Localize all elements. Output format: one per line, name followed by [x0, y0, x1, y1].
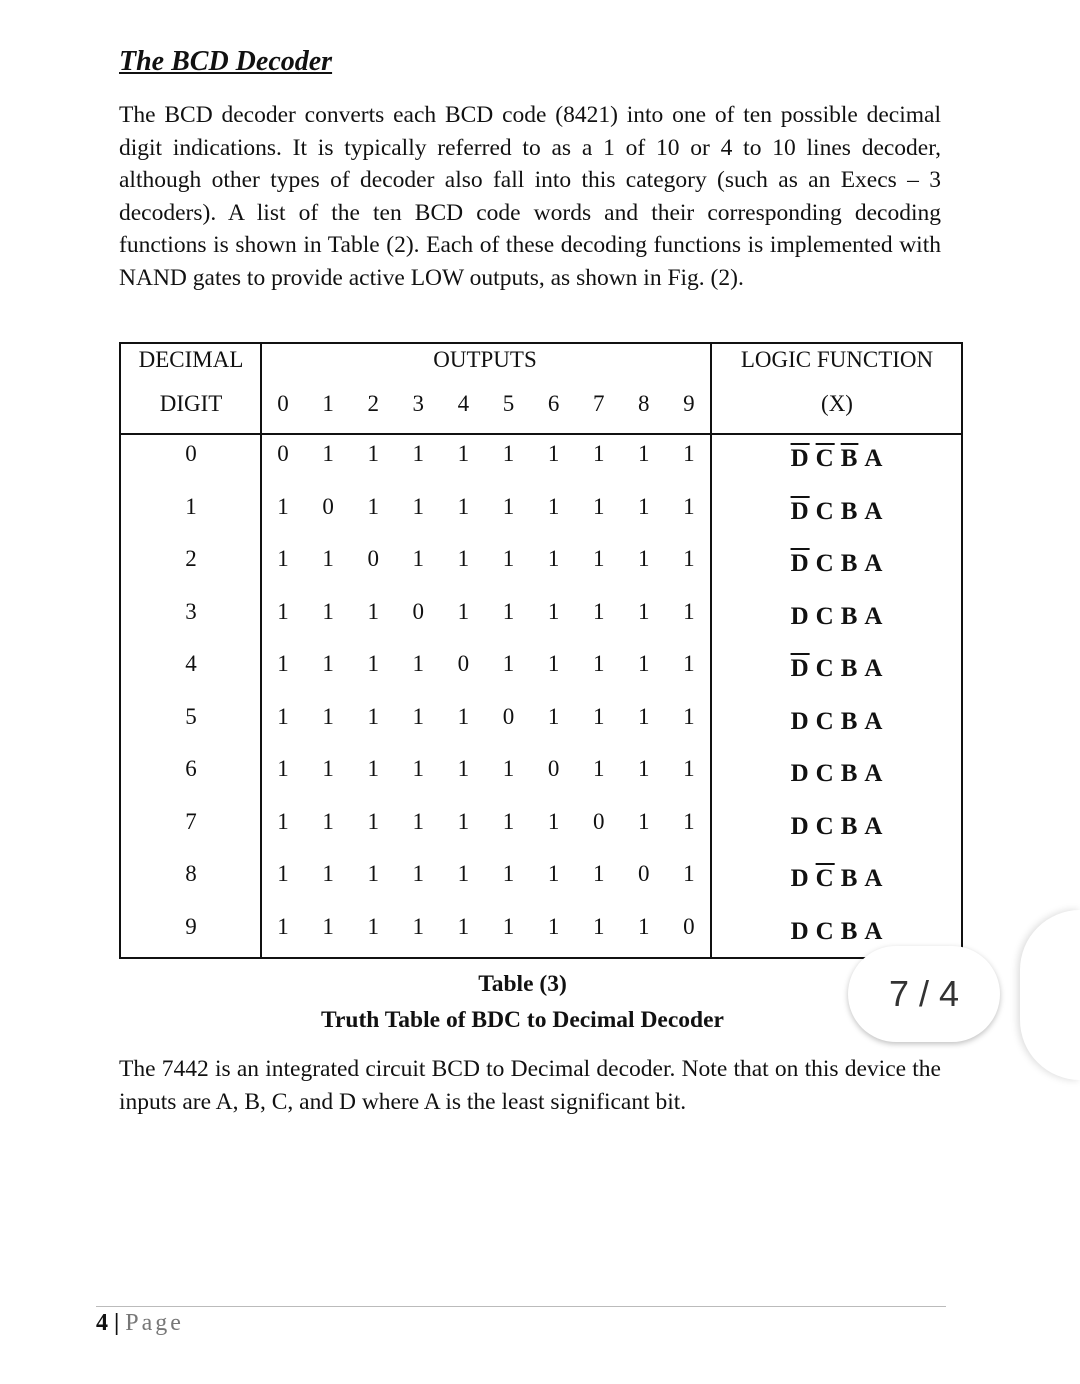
output-value: 0	[502, 703, 515, 729]
logic-function	[788, 760, 887, 788]
output-value: 1	[502, 493, 515, 519]
output-value: 0	[592, 808, 605, 834]
variable: A	[864, 865, 884, 892]
output-value: 1	[367, 861, 379, 886]
variable: B	[840, 655, 859, 682]
variable: B	[840, 550, 859, 577]
variable: A	[864, 602, 884, 630]
output-value: 1	[457, 913, 470, 939]
closing-paragraph: The 7442 is an integrated circuit BCD to Decimal decoder. Note that on this device the inputs are A, B, C, and D where A is the least significant bit.	[119, 1056, 941, 1115]
output-column-header: 7	[592, 391, 605, 416]
column-divider	[260, 344, 262, 957]
inverted-variable: $\overline{C}$	[815, 445, 835, 472]
output-value: 1	[592, 598, 605, 624]
output-value: 1	[322, 756, 334, 781]
output-value: 1	[638, 441, 650, 466]
variable: D	[790, 760, 810, 787]
output-value: 1	[547, 808, 560, 834]
row-digit: 7	[185, 808, 197, 834]
output-value: 1	[592, 546, 605, 571]
output-value: 1	[638, 808, 650, 834]
output-value: 1	[367, 756, 379, 781]
output-value: 1	[367, 493, 379, 519]
output-value: 0	[457, 651, 470, 676]
variable: C	[815, 760, 835, 787]
truth-table	[119, 342, 963, 959]
inverted-variable: $\overline{D}$	[790, 445, 810, 472]
output-value: 1	[322, 651, 334, 676]
output-value: 1	[457, 861, 470, 886]
output-value: 1	[547, 441, 560, 466]
output-value: 1	[502, 598, 515, 624]
inverted-variable: $\overline{D}$	[790, 497, 810, 525]
output-value: 1	[367, 651, 379, 676]
output-value: 1	[457, 493, 470, 519]
row-digit: 0	[185, 441, 197, 466]
table-caption-number: Table (3)	[478, 971, 567, 997]
inverted-variable: $\overline{D}$	[790, 550, 810, 577]
output-column-header: 1	[322, 391, 334, 416]
variable: B	[840, 812, 859, 840]
footer-page-number: 4	[96, 1310, 108, 1336]
output-value: 1	[547, 913, 560, 939]
output-value: 1	[502, 546, 515, 571]
output-column-header: 9	[683, 391, 695, 416]
output-value: 1	[412, 546, 425, 571]
output-value: 1	[322, 441, 334, 466]
output-value: 1	[367, 598, 379, 624]
output-value: 1	[277, 546, 289, 571]
output-value: 1	[592, 756, 605, 781]
header-divider	[121, 433, 961, 435]
output-value: 1	[457, 598, 470, 624]
output-value: 1	[277, 703, 289, 729]
output-value: 1	[547, 598, 560, 624]
variable: B	[840, 760, 859, 787]
output-value: 1	[277, 861, 289, 886]
row-digit: 8	[185, 861, 197, 886]
variable: A	[864, 445, 884, 472]
logic-function	[788, 918, 887, 946]
logic-function	[788, 498, 887, 526]
output-value: 1	[322, 703, 334, 729]
output-value: 1	[457, 441, 470, 466]
output-value: 1	[683, 598, 695, 624]
output-value: 1	[277, 598, 289, 624]
output-value: 1	[412, 493, 425, 519]
output-value: 1	[367, 441, 379, 466]
variable: B	[840, 707, 859, 735]
row-digit: 1	[185, 493, 197, 519]
output-value: 1	[638, 703, 650, 729]
output-value: 1	[592, 493, 605, 519]
variable: B	[840, 917, 859, 945]
output-value: 1	[502, 808, 515, 834]
output-value: 1	[547, 651, 560, 676]
row-digit: 6	[185, 756, 197, 781]
output-value: 1	[322, 546, 334, 571]
output-value: 1	[592, 441, 605, 466]
logic-function	[788, 445, 887, 473]
output-column-header: 4	[457, 391, 470, 416]
output-value: 1	[592, 651, 605, 676]
logic-function	[788, 708, 887, 736]
output-value: 1	[683, 651, 695, 676]
output-value: 1	[683, 546, 695, 571]
output-value: 1	[547, 546, 560, 571]
output-value: 1	[277, 651, 289, 676]
output-value: 1	[457, 756, 470, 781]
section-title: The BCD Decoder	[119, 46, 333, 77]
output-column-header: 5	[502, 391, 515, 416]
variable: A	[864, 917, 884, 945]
output-value: 1	[502, 651, 515, 676]
page-indicator[interactable]: 7 / 4	[848, 946, 1000, 1042]
page-footer	[96, 1310, 184, 1337]
variable: B	[840, 602, 859, 630]
output-column-header: 8	[638, 391, 650, 416]
output-value: 0	[683, 913, 695, 939]
variable: B	[840, 497, 859, 525]
output-column-header: 6	[547, 391, 560, 416]
output-value: 1	[457, 703, 470, 729]
header-decimal: DECIMAL	[138, 347, 244, 372]
header-outputs: OUTPUTS	[433, 347, 537, 372]
output-value: 1	[502, 441, 515, 466]
output-value: 1	[592, 861, 605, 886]
output-value: 1	[547, 861, 560, 886]
output-value: 0	[322, 493, 334, 519]
variable: C	[815, 812, 835, 840]
output-value: 1	[322, 861, 334, 886]
row-digit: 9	[185, 913, 197, 939]
output-value: 1	[367, 913, 379, 939]
output-value: 1	[322, 598, 334, 624]
header-logic-sub: (X)	[821, 391, 853, 416]
row-digit: 3	[185, 598, 197, 624]
variable: A	[864, 812, 884, 840]
variable: D	[790, 917, 810, 945]
output-column-header: 0	[277, 391, 289, 416]
output-value: 1	[277, 808, 289, 834]
output-value: 1	[412, 913, 425, 939]
header-digit: DIGIT	[159, 391, 223, 416]
intro-paragraph: The BCD decoder converts each BCD code (8421) into one of ten possible decimal digit indications. It is typically referred to as a 1 of 10 or 4 to 10 lines decoder, although other types of decoder also fall into this category (such as an Execs – 3 decoders). A list of the ten BCD code words and their corresponding decoding functions is shown in Table (2). Each of these decoding functions is implemented with NAND gates to provide active LOW outputs, as shown in Fig. (2).	[119, 102, 941, 291]
logic-function	[788, 813, 887, 841]
output-value: 1	[638, 546, 650, 571]
variable: D	[790, 812, 810, 840]
output-value: 0	[277, 441, 289, 466]
output-value: 1	[638, 598, 650, 624]
output-value: 1	[502, 861, 515, 886]
output-value: 0	[412, 598, 425, 624]
output-value: 1	[277, 756, 289, 781]
output-column-header: 3	[412, 391, 425, 416]
row-digit: 5	[185, 703, 197, 729]
output-value: 1	[277, 913, 289, 939]
output-value: 1	[457, 808, 470, 834]
output-value: 0	[547, 756, 560, 781]
row-digit: 4	[185, 651, 197, 676]
output-value: 1	[322, 913, 334, 939]
variable: C	[815, 917, 835, 945]
output-value: 1	[412, 441, 425, 466]
output-value: 1	[592, 703, 605, 729]
table-caption-title: Truth Table of BDC to Decimal Decoder	[321, 1007, 724, 1033]
variable: C	[815, 602, 835, 630]
logic-function	[788, 550, 887, 578]
output-value: 1	[638, 651, 650, 676]
logic-function	[788, 865, 887, 893]
row-digit: 2	[185, 546, 197, 571]
inverted-variable: $\overline{B}$	[840, 445, 859, 472]
output-value: 1	[683, 703, 695, 729]
output-value: 1	[502, 756, 515, 781]
variable: A	[864, 707, 884, 735]
inverted-variable: $\overline{C}$	[815, 865, 835, 892]
footer-page-word: Page	[125, 1310, 184, 1336]
output-value: 0	[638, 861, 650, 886]
output-value: 1	[502, 913, 515, 939]
output-value: 1	[367, 808, 379, 834]
output-value: 1	[638, 493, 650, 519]
inverted-variable: $\overline{D}$	[790, 655, 810, 682]
output-value: 1	[547, 493, 560, 519]
output-value: 1	[547, 703, 560, 729]
output-value: 1	[322, 808, 334, 834]
header-logic-function: LOGIC FUNCTION	[740, 347, 934, 372]
side-scroll-handle[interactable]	[1020, 910, 1080, 1080]
logic-function	[788, 603, 887, 631]
output-value: 1	[683, 861, 695, 886]
output-value: 1	[638, 913, 650, 939]
variable: C	[815, 550, 835, 577]
output-value: 1	[412, 808, 425, 834]
variable: C	[815, 707, 835, 735]
output-value: 1	[638, 756, 650, 781]
output-value: 1	[457, 546, 470, 571]
output-value: 1	[683, 756, 695, 781]
variable: B	[840, 865, 859, 892]
variable: C	[815, 497, 835, 525]
footer-divider	[96, 1306, 946, 1307]
output-value: 1	[412, 703, 425, 729]
variable: A	[864, 550, 884, 577]
variable: A	[864, 655, 884, 682]
output-value: 1	[367, 703, 379, 729]
output-value: 1	[412, 756, 425, 781]
output-column-header: 2	[367, 391, 379, 416]
variable: A	[864, 760, 884, 787]
variable: D	[790, 865, 810, 892]
output-value: 1	[592, 913, 605, 939]
output-value: 1	[683, 493, 695, 519]
variable: D	[790, 602, 810, 630]
logic-function	[788, 655, 887, 683]
output-value: 1	[683, 441, 695, 466]
output-value: 1	[683, 808, 695, 834]
output-value: 1	[277, 493, 289, 519]
variable: D	[790, 707, 810, 735]
variable: C	[815, 655, 835, 682]
footer-separator: |	[114, 1310, 120, 1336]
output-value: 1	[412, 861, 425, 886]
output-value: 1	[412, 651, 425, 676]
variable: A	[864, 497, 884, 525]
output-value: 0	[367, 546, 379, 571]
column-divider	[710, 344, 712, 957]
